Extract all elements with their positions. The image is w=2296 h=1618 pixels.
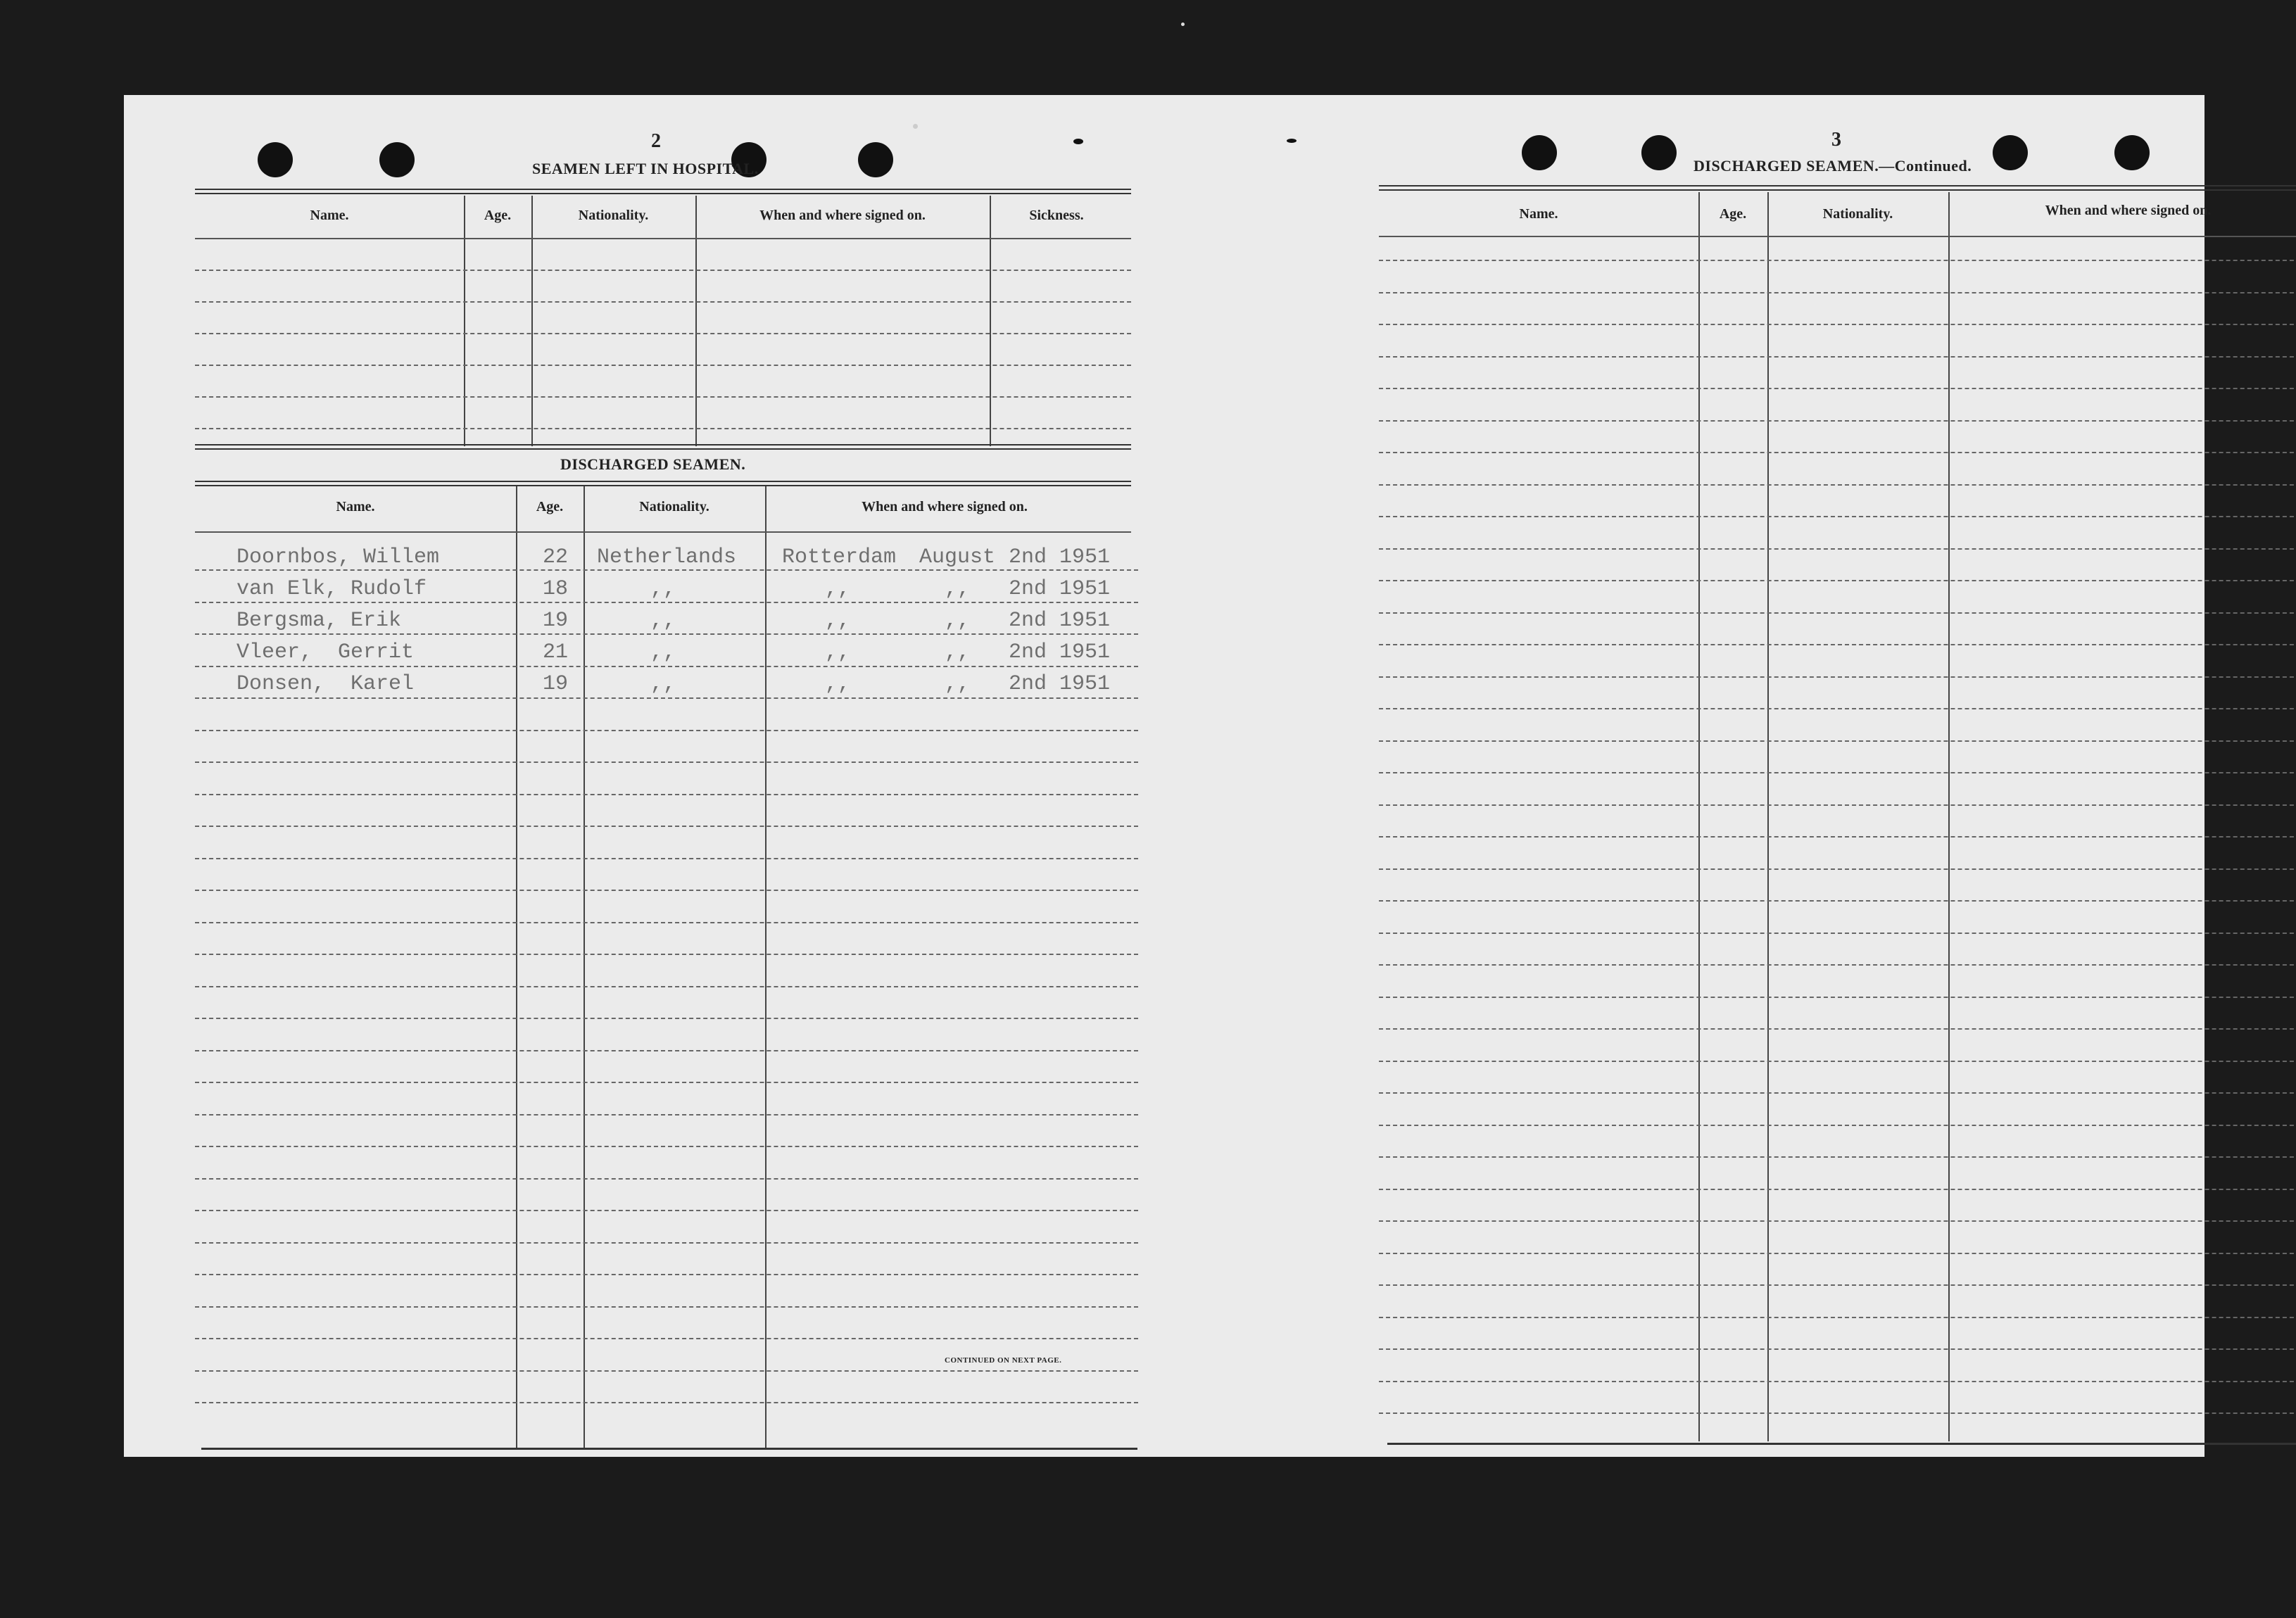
- row-line: [1379, 260, 2296, 261]
- row-line: [1379, 740, 2296, 742]
- signed-on-date: 2nd 1951: [1009, 640, 1111, 664]
- row-line: [195, 1114, 1138, 1115]
- row-line: [1379, 612, 2296, 614]
- seaman-age: 22: [543, 545, 569, 569]
- row-line: [1379, 772, 2296, 773]
- seaman-name: Bergsma, Erik: [236, 609, 402, 633]
- col-nationality: Nationality.: [1822, 206, 1893, 222]
- page-number: 2: [651, 130, 661, 152]
- seaman-name: Donsen, Karel: [236, 672, 415, 696]
- row-line: [1379, 964, 2296, 966]
- seaman-age: 18: [543, 577, 569, 601]
- header-rule: [1379, 236, 2296, 237]
- discharged-section-title: DISCHARGED SEAMEN.: [560, 455, 746, 473]
- row-line: [195, 569, 1138, 571]
- row-line: [1379, 1156, 2296, 1158]
- row-line: [195, 1306, 1138, 1308]
- hospital-header-rule: [195, 238, 1131, 239]
- hospital-section-title: SEAMEN LEFT IN HOSPITAL.: [532, 160, 759, 177]
- row-line: [195, 922, 1138, 923]
- row-line: [195, 602, 1138, 603]
- top-rule: [195, 189, 1131, 194]
- row-line: [195, 858, 1138, 859]
- signed-on-month: ,,: [945, 640, 971, 664]
- row-line: [1379, 1412, 2296, 1414]
- punch-hole: [258, 142, 293, 177]
- signed-on-place: ,,: [825, 672, 851, 696]
- hospital-row-line: [195, 428, 1131, 429]
- signed-on-place: Rotterdam: [782, 545, 897, 569]
- discharged-continued-title: DISCHARGED SEAMEN.—Continued.: [1693, 157, 1972, 175]
- row-line: [195, 633, 1138, 635]
- hospital-col-age: Age.: [484, 208, 512, 223]
- discharged-col-signed-on: When and where signed on.: [862, 499, 1028, 514]
- continued-note: CONTINUED ON NEXT PAGE.: [945, 1356, 1062, 1365]
- row-line: [1379, 420, 2296, 422]
- row-line: [195, 1338, 1138, 1339]
- row-line: [195, 730, 1138, 731]
- row-line: [195, 1274, 1138, 1275]
- row-line: [1379, 1125, 2296, 1126]
- row-line: [1379, 1253, 2296, 1254]
- scan-speck: [913, 124, 918, 129]
- row-line: [1379, 548, 2296, 550]
- row-line: [1379, 1189, 2296, 1190]
- discharged-col-divider: [584, 486, 585, 1448]
- row-line: [1379, 676, 2296, 678]
- seaman-age: 21: [543, 640, 569, 664]
- signed-on-month: ,,: [945, 609, 971, 633]
- scan-speck: [1287, 139, 1297, 143]
- signed-on-place: ,,: [825, 609, 851, 633]
- bottom-rule: [1387, 1443, 2296, 1445]
- signed-on-month: ,,: [945, 672, 971, 696]
- seaman-age: 19: [543, 609, 569, 633]
- seaman-name: Vleer, Gerrit: [236, 640, 415, 664]
- row-line: [1379, 324, 2296, 325]
- row-line: [1379, 1092, 2296, 1094]
- seaman-nationality: ,,: [650, 672, 676, 696]
- row-line: [195, 1050, 1138, 1051]
- col-divider: [1698, 192, 1700, 1441]
- hospital-row-line: [195, 301, 1131, 303]
- signed-on-date: 2nd 1951: [1009, 577, 1111, 601]
- seaman-nationality: ,,: [650, 577, 676, 601]
- hospital-bottom-rule: [195, 444, 1131, 450]
- row-line: [1379, 580, 2296, 581]
- row-line: [195, 1402, 1138, 1403]
- signed-on-date: 2nd 1951: [1009, 545, 1111, 569]
- row-line: [195, 986, 1138, 987]
- row-line: [195, 794, 1138, 795]
- right-page: [1250, 95, 2212, 1457]
- scan-speck: [1073, 139, 1083, 144]
- row-line: [1379, 1381, 2296, 1382]
- signed-on-month: ,,: [945, 577, 971, 601]
- hospital-col-name: Name.: [310, 208, 349, 223]
- seaman-name: Doornbos, Willem: [236, 545, 440, 569]
- row-line: [195, 1242, 1138, 1244]
- hospital-col-divider: [990, 196, 991, 446]
- document-sheet: [124, 95, 2212, 1457]
- row-line: [1379, 1284, 2296, 1286]
- row-line: [1379, 292, 2296, 293]
- seaman-age: 19: [543, 672, 569, 696]
- row-line: [195, 890, 1138, 891]
- top-rule: [1379, 185, 2296, 191]
- punch-hole: [1641, 135, 1677, 170]
- col-divider: [1948, 192, 1950, 1441]
- row-line: [1379, 900, 2296, 902]
- punch-hole: [379, 142, 415, 177]
- discharged-col-divider: [765, 486, 767, 1448]
- row-line: [1379, 644, 2296, 645]
- discharged-top-rule: [195, 481, 1131, 486]
- hospital-col-divider: [531, 196, 533, 446]
- row-line: [1379, 356, 2296, 358]
- row-line: [195, 697, 1138, 699]
- col-age: Age.: [1719, 206, 1747, 222]
- discharged-col-name: Name.: [336, 499, 375, 514]
- row-line: [195, 954, 1138, 955]
- row-line: [1379, 933, 2296, 934]
- row-line: [1379, 388, 2296, 389]
- hospital-col-sickness: Sickness.: [1029, 208, 1084, 223]
- row-line: [1379, 836, 2296, 838]
- row-line: [195, 761, 1138, 763]
- hospital-col-divider: [695, 196, 697, 446]
- signed-on-place: ,,: [825, 577, 851, 601]
- row-line: [195, 1370, 1138, 1372]
- hospital-row-line: [195, 365, 1131, 366]
- row-line: [195, 1082, 1138, 1083]
- row-line: [1379, 708, 2296, 709]
- discharged-col-age: Age.: [536, 499, 564, 514]
- col-signed-on: When and where signed on.: [2045, 203, 2212, 218]
- row-line: [1379, 484, 2296, 486]
- row-line: [195, 666, 1138, 667]
- row-line: [1379, 1317, 2296, 1318]
- discharged-col-nationality: Nationality.: [639, 499, 709, 514]
- col-divider: [1767, 192, 1769, 1441]
- row-line: [195, 1018, 1138, 1019]
- seaman-name: van Elk, Rudolf: [236, 577, 427, 601]
- row-line: [1379, 1220, 2296, 1222]
- hospital-row-line: [195, 333, 1131, 334]
- hospital-row-line: [195, 270, 1131, 271]
- punch-hole: [1993, 135, 2028, 170]
- punch-hole: [858, 142, 893, 177]
- punch-hole: [2114, 135, 2150, 170]
- seaman-nationality: ,,: [650, 640, 676, 664]
- signed-on-date: 2nd 1951: [1009, 672, 1111, 696]
- left-page: [124, 95, 1152, 1457]
- punch-hole: [1522, 135, 1557, 170]
- row-line: [1379, 1028, 2296, 1030]
- hospital-col-divider: [464, 196, 465, 446]
- row-line: [195, 1178, 1138, 1180]
- row-line: [1379, 1348, 2296, 1350]
- discharged-header-rule: [195, 531, 1131, 533]
- row-line: [1379, 804, 2296, 806]
- signed-on-place: ,,: [825, 640, 851, 664]
- discharged-bottom-rule: [201, 1448, 1137, 1450]
- row-line: [1379, 868, 2296, 870]
- col-name: Name.: [1519, 206, 1558, 222]
- hospital-col-signed-on: When and where signed on.: [759, 208, 926, 223]
- signed-on-month: August: [919, 545, 996, 569]
- scan-speck: [1181, 23, 1185, 26]
- hospital-row-line: [195, 396, 1131, 398]
- row-line: [1379, 516, 2296, 517]
- row-line: [195, 826, 1138, 827]
- row-line: [1379, 1061, 2296, 1062]
- signed-on-date: 2nd 1951: [1009, 609, 1111, 633]
- discharged-col-divider: [516, 486, 517, 1448]
- seaman-nationality: Netherlands: [597, 545, 737, 569]
- row-line: [1379, 452, 2296, 453]
- row-line: [195, 1210, 1138, 1211]
- row-line: [195, 1146, 1138, 1147]
- page-number: 3: [1831, 129, 1841, 151]
- row-line: [1379, 997, 2296, 998]
- seaman-nationality: ,,: [650, 609, 676, 633]
- hospital-col-nationality: Nationality.: [578, 208, 649, 223]
